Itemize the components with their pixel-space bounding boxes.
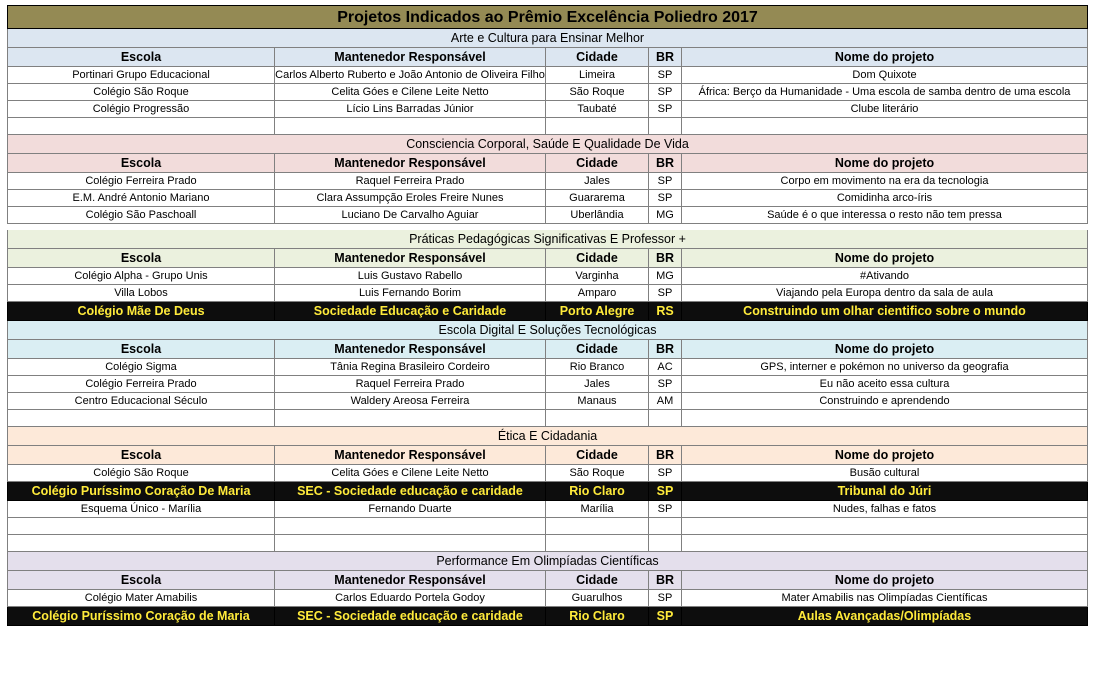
empty-cell[interactable] [7, 410, 275, 427]
empty-cell[interactable] [546, 535, 649, 552]
cell-mantenedor[interactable]: Luis Fernando Borim [275, 285, 546, 302]
cell-mantenedor[interactable]: Carlos Alberto Ruberto e João Antonio de Oliveira Filho [275, 67, 546, 84]
header-br: BR [649, 340, 682, 359]
cell-mantenedor[interactable]: Celita Góes e Cilene Leite Netto [275, 465, 546, 482]
section-title: Performance Em Olimpíadas Científicas [7, 552, 1088, 571]
spreadsheet [7, 5, 1088, 626]
cell-projeto[interactable]: Clube literário [682, 101, 1088, 118]
cell-mantenedor[interactable]: Carlos Eduardo Portela Godoy [275, 590, 546, 607]
cell-cidade[interactable]: São Roque [546, 465, 649, 482]
header-escola: Escola [7, 249, 275, 268]
header-br: BR [649, 48, 682, 67]
empty-cell[interactable] [7, 518, 275, 535]
table-row[interactable] [7, 285, 1088, 302]
cell-br[interactable]: MG [649, 207, 682, 224]
cell-mantenedor[interactable]: Raquel Ferreira Prado [275, 173, 546, 190]
header-row [7, 571, 1088, 590]
cell-escola[interactable]: Villa Lobos [7, 285, 275, 302]
cell-br[interactable]: SP [649, 465, 682, 482]
section-title: Arte e Cultura para Ensinar Melhor [7, 29, 1088, 48]
header-mantenedor: Mantenedor Responsável [275, 571, 546, 590]
header-projeto: Nome do projeto [682, 48, 1088, 67]
cell-cidade[interactable]: Jales [546, 376, 649, 393]
header-br: BR [649, 446, 682, 465]
cell-escola[interactable]: Esquema Único - Marília [7, 501, 275, 518]
header-mantenedor: Mantenedor Responsável [275, 249, 546, 268]
header-cidade: Cidade [546, 249, 649, 268]
header-projeto: Nome do projeto [682, 249, 1088, 268]
cell-escola[interactable]: Colégio Ferreira Prado [7, 376, 275, 393]
empty-cell[interactable] [546, 518, 649, 535]
cell-projeto[interactable]: Mater Amabilis nas Olimpíadas Científicas [682, 590, 1088, 607]
cell-escola[interactable]: Colégio Sigma [7, 359, 275, 376]
table-row[interactable] [7, 376, 1088, 393]
empty-cell[interactable] [649, 118, 682, 135]
table-row[interactable] [7, 67, 1088, 84]
cell-escola[interactable]: Colégio São Roque [7, 465, 275, 482]
header-br: BR [649, 154, 682, 173]
cell-mantenedor[interactable]: Luciano De Carvalho Aguiar [275, 207, 546, 224]
cell-projeto[interactable]: África: Berço da Humanidade - Uma escola de samba dentro de uma escola [682, 84, 1088, 101]
cell-projeto[interactable]: Viajando pela Europa dentro da sala de aula [682, 285, 1088, 302]
table-row[interactable] [7, 84, 1088, 101]
cell-br[interactable]: SP [649, 482, 682, 501]
header-row [7, 154, 1088, 173]
header-escola: Escola [7, 48, 275, 67]
header-cidade: Cidade [546, 154, 649, 173]
table-row[interactable] [7, 207, 1088, 224]
cell-br[interactable]: AM [649, 393, 682, 410]
cell-br[interactable]: SP [649, 190, 682, 207]
header-mantenedor: Mantenedor Responsável [275, 446, 546, 465]
cell-br[interactable]: SP [649, 67, 682, 84]
header-mantenedor: Mantenedor Responsável [275, 48, 546, 67]
cell-cidade[interactable]: Taubaté [546, 101, 649, 118]
cell-escola[interactable]: E.M. André Antonio Mariano [7, 190, 275, 207]
header-row [7, 249, 1088, 268]
cell-projeto[interactable]: GPS, interner e pokémon no universo da geografia [682, 359, 1088, 376]
cell-projeto[interactable]: Aulas Avançadas/Olimpíadas [682, 607, 1088, 626]
empty-cell[interactable] [275, 118, 546, 135]
header-escola: Escola [7, 340, 275, 359]
cell-projeto[interactable]: Tribunal do Júri [682, 482, 1088, 501]
cell-projeto[interactable]: Construindo um olhar cientifico sobre o mundo [682, 302, 1088, 321]
cell-br[interactable]: SP [649, 101, 682, 118]
cell-projeto[interactable]: Saúde é o que interessa o resto não tem pressa [682, 207, 1088, 224]
header-mantenedor: Mantenedor Responsável [275, 154, 546, 173]
empty-cell[interactable] [546, 410, 649, 427]
cell-mantenedor[interactable]: Luis Gustavo Rabello [275, 268, 546, 285]
cell-escola[interactable]: Colégio Puríssimo Coração de Maria [7, 607, 275, 626]
cell-projeto[interactable]: Eu não aceito essa cultura [682, 376, 1088, 393]
empty-cell[interactable] [275, 535, 546, 552]
table-row[interactable] [7, 607, 1088, 626]
table-row[interactable] [7, 482, 1088, 501]
cell-escola[interactable]: Colégio Progressão [7, 101, 275, 118]
cell-mantenedor[interactable]: Clara Assumpção Eroles Freire Nunes [275, 190, 546, 207]
cell-br[interactable]: SP [649, 285, 682, 302]
cell-cidade[interactable]: Rio Claro [546, 482, 649, 501]
cell-mantenedor[interactable]: Raquel Ferreira Prado [275, 376, 546, 393]
section-title: Ética E Cidadania [7, 427, 1088, 446]
empty-cell[interactable] [682, 535, 1088, 552]
cell-cidade[interactable]: Porto Alegre [546, 302, 649, 321]
cell-escola[interactable]: Centro Educacional Século [7, 393, 275, 410]
cell-escola[interactable]: Colégio Mãe De Deus [7, 302, 275, 321]
page-title: Projetos Indicados ao Prêmio Excelência Poliedro 2017 [7, 5, 1088, 29]
section-title: Escola Digital E Soluções Tecnológicas [7, 321, 1088, 340]
table-row[interactable] [7, 590, 1088, 607]
empty-row[interactable] [7, 118, 1088, 135]
cell-mantenedor[interactable]: Sociedade Educação e Caridade [275, 302, 546, 321]
cell-cidade[interactable]: Varginha [546, 268, 649, 285]
cell-projeto[interactable]: Nudes, falhas e fatos [682, 501, 1088, 518]
cell-projeto[interactable]: #Ativando [682, 268, 1088, 285]
cell-mantenedor[interactable]: SEC - Sociedade educação e caridade [275, 607, 546, 626]
table-row[interactable] [7, 190, 1088, 207]
table-row[interactable] [7, 173, 1088, 190]
empty-row[interactable] [7, 518, 1088, 535]
cell-br[interactable]: MG [649, 268, 682, 285]
cell-escola[interactable]: Colégio Puríssimo Coração De Maria [7, 482, 275, 501]
empty-cell[interactable] [682, 518, 1088, 535]
cell-escola[interactable]: Portinari Grupo Educacional [7, 67, 275, 84]
table-row[interactable] [7, 302, 1088, 321]
empty-cell[interactable] [649, 410, 682, 427]
cell-br[interactable]: SP [649, 376, 682, 393]
cell-cidade[interactable]: Uberlândia [546, 207, 649, 224]
cell-mantenedor[interactable]: Waldery Areosa Ferreira [275, 393, 546, 410]
cell-escola[interactable]: Colégio São Roque [7, 84, 275, 101]
table-row[interactable] [7, 501, 1088, 518]
table-row[interactable] [7, 359, 1088, 376]
cell-escola[interactable]: Colégio Alpha - Grupo Unis [7, 268, 275, 285]
table-row[interactable] [7, 101, 1088, 118]
empty-cell[interactable] [546, 118, 649, 135]
cell-mantenedor[interactable]: Tânia Regina Brasileiro Cordeiro [275, 359, 546, 376]
cell-mantenedor[interactable]: SEC - Sociedade educação e caridade [275, 482, 546, 501]
header-mantenedor: Mantenedor Responsável [275, 340, 546, 359]
cell-projeto[interactable]: Busão cultural [682, 465, 1088, 482]
cell-projeto[interactable]: Construindo e aprendendo [682, 393, 1088, 410]
section-title: Práticas Pedagógicas Significativas E Professor + [7, 230, 1088, 249]
header-projeto: Nome do projeto [682, 340, 1088, 359]
cell-mantenedor[interactable]: Lício Lins Barradas Júnior [275, 101, 546, 118]
cell-projeto[interactable]: Corpo em movimento na era da tecnologia [682, 173, 1088, 190]
cell-cidade[interactable]: Manaus [546, 393, 649, 410]
empty-cell[interactable] [649, 518, 682, 535]
empty-row[interactable] [7, 410, 1088, 427]
header-cidade: Cidade [546, 571, 649, 590]
header-escola: Escola [7, 154, 275, 173]
table-row[interactable] [7, 465, 1088, 482]
cell-escola[interactable]: Colégio São Paschoall [7, 207, 275, 224]
header-escola: Escola [7, 446, 275, 465]
cell-br[interactable]: SP [649, 590, 682, 607]
header-cidade: Cidade [546, 48, 649, 67]
table-row[interactable] [7, 268, 1088, 285]
cell-projeto[interactable]: Dom Quixote [682, 67, 1088, 84]
cell-br[interactable]: SP [649, 607, 682, 626]
cell-projeto[interactable]: Comidinha arco-íris [682, 190, 1088, 207]
header-row [7, 446, 1088, 465]
empty-cell[interactable] [649, 535, 682, 552]
header-br: BR [649, 249, 682, 268]
table-row[interactable] [7, 393, 1088, 410]
cell-br[interactable]: AC [649, 359, 682, 376]
header-br: BR [649, 571, 682, 590]
cell-br[interactable]: SP [649, 173, 682, 190]
cell-cidade[interactable]: Rio Branco [546, 359, 649, 376]
header-projeto: Nome do projeto [682, 571, 1088, 590]
empty-row[interactable] [7, 535, 1088, 552]
cell-br[interactable]: SP [649, 84, 682, 101]
empty-cell[interactable] [682, 410, 1088, 427]
header-projeto: Nome do projeto [682, 446, 1088, 465]
empty-cell[interactable] [7, 535, 275, 552]
empty-cell[interactable] [275, 518, 546, 535]
cell-cidade[interactable]: São Roque [546, 84, 649, 101]
sections-container [7, 29, 1088, 626]
cell-escola[interactable]: Colégio Mater Amabilis [7, 590, 275, 607]
header-cidade: Cidade [546, 340, 649, 359]
header-row [7, 340, 1088, 359]
empty-cell[interactable] [682, 118, 1088, 135]
cell-cidade[interactable]: Amparo [546, 285, 649, 302]
cell-cidade[interactable]: Limeira [546, 67, 649, 84]
header-projeto: Nome do projeto [682, 154, 1088, 173]
cell-escola[interactable]: Colégio Ferreira Prado [7, 173, 275, 190]
cell-cidade[interactable]: Jales [546, 173, 649, 190]
cell-cidade[interactable]: Marília [546, 501, 649, 518]
cell-br[interactable]: RS [649, 302, 682, 321]
section-title: Consciencia Corporal, Saúde E Qualidade De Vida [7, 135, 1088, 154]
cell-cidade[interactable]: Guararema [546, 190, 649, 207]
header-row [7, 48, 1088, 67]
header-escola: Escola [7, 571, 275, 590]
cell-br[interactable]: SP [649, 501, 682, 518]
empty-cell[interactable] [7, 118, 275, 135]
cell-cidade[interactable]: Guarulhos [546, 590, 649, 607]
header-cidade: Cidade [546, 446, 649, 465]
cell-cidade[interactable]: Rio Claro [546, 607, 649, 626]
empty-cell[interactable] [275, 410, 546, 427]
cell-mantenedor[interactable]: Celita Góes e Cilene Leite Netto [275, 84, 546, 101]
cell-mantenedor[interactable]: Fernando Duarte [275, 501, 546, 518]
